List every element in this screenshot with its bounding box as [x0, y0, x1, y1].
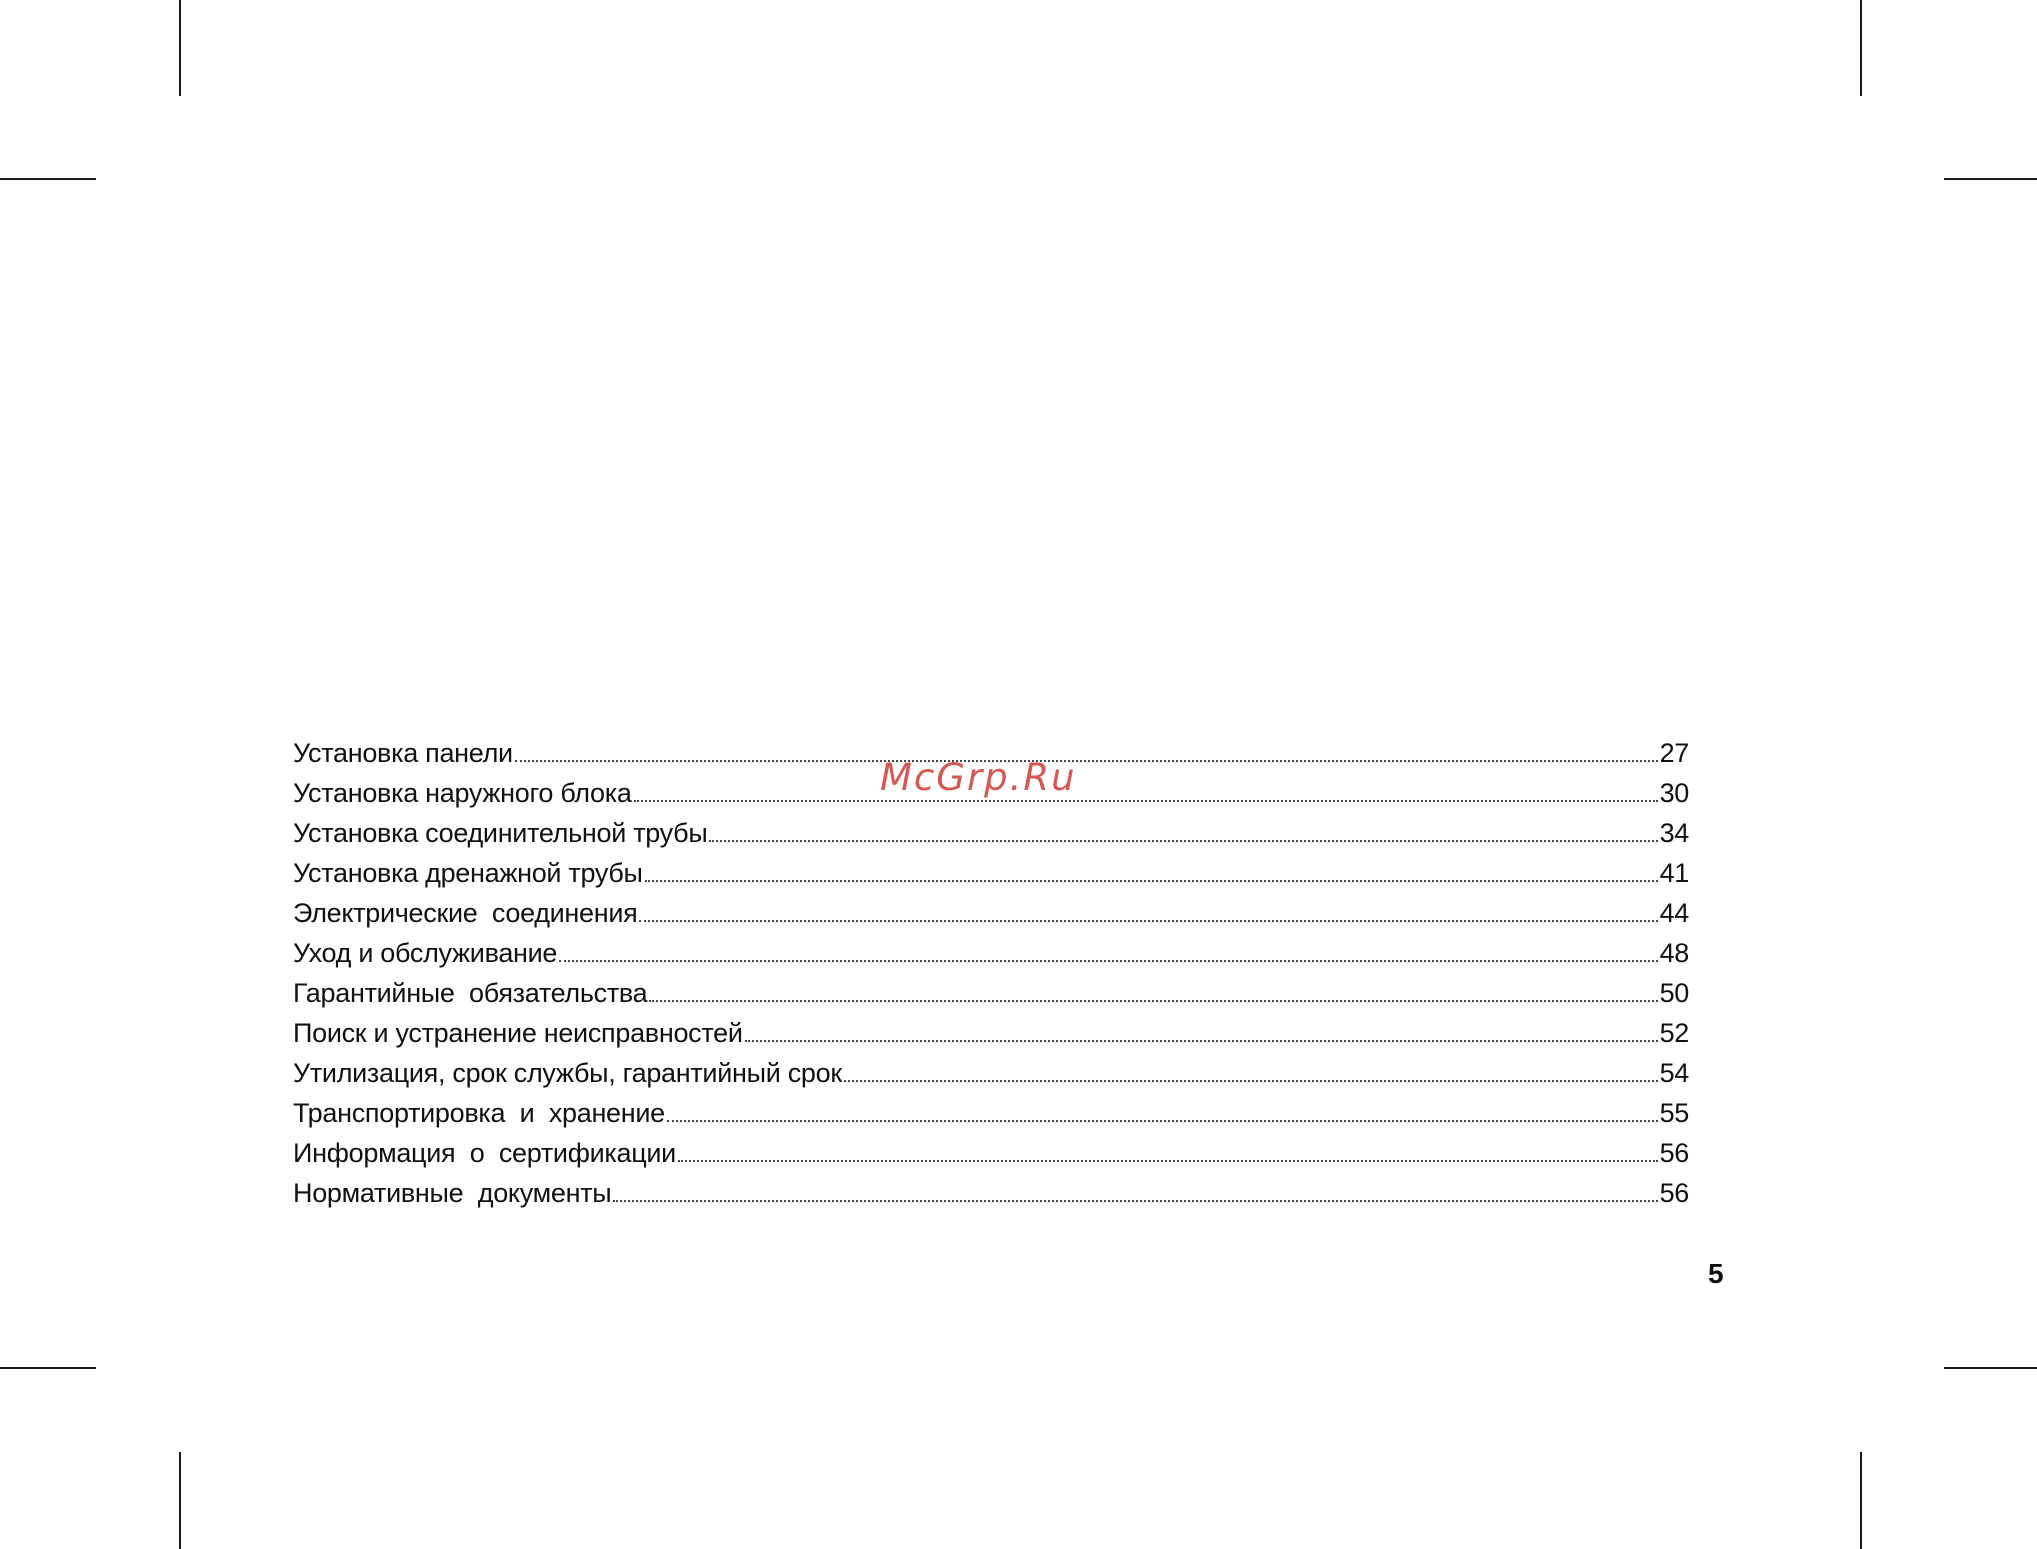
- toc-dot-leader: [515, 760, 1658, 762]
- crop-mark-top-left-horizontal: [0, 178, 96, 180]
- toc-entry-page: 54: [1659, 1058, 1689, 1088]
- crop-mark-bottom-left-vertical: [179, 1452, 181, 1549]
- toc-entry: [293, 818, 1689, 858]
- toc-entry-title: Установка панели: [293, 738, 513, 768]
- toc-dot-leader: [709, 840, 1657, 842]
- toc-dot-leader: [559, 960, 1657, 962]
- toc-entry: [293, 858, 1689, 898]
- toc-dot-leader: [639, 920, 1657, 922]
- crop-mark-bottom-right-vertical: [1860, 1452, 1862, 1549]
- toc-entry-title: Установка соединительной трубы: [293, 818, 708, 848]
- toc-entry-page: 55: [1659, 1098, 1689, 1128]
- toc-dot-leader: [844, 1080, 1658, 1082]
- toc-entry-title: Установка дренажной трубы: [293, 858, 643, 888]
- toc-dot-leader: [634, 800, 1658, 802]
- toc-entry-title: Поиск и устранение неисправностей: [293, 1018, 743, 1048]
- toc-entry-title: Уход и обслуживание: [293, 938, 558, 968]
- toc-entry-page: 41: [1659, 858, 1689, 888]
- crop-mark-top-left-vertical: [179, 0, 181, 96]
- toc-entry-page: 27: [1659, 738, 1689, 768]
- crop-mark-bottom-right-horizontal: [1944, 1367, 2037, 1369]
- crop-mark-bottom-left-horizontal: [0, 1367, 96, 1369]
- toc-dot-leader: [613, 1200, 1657, 1202]
- toc-entry: [293, 1058, 1689, 1098]
- toc-entry-title: Электрические соединения: [293, 898, 638, 928]
- toc-entry: [293, 978, 1689, 1018]
- toc-entry-page: 44: [1659, 898, 1689, 928]
- crop-mark-top-right-horizontal: [1944, 178, 2037, 180]
- toc-entry-title: Установка наружного блока: [293, 778, 632, 808]
- page-number: 5: [1708, 1258, 1724, 1289]
- crop-mark-top-right-vertical: [1860, 0, 1862, 96]
- table-of-contents: [293, 738, 1689, 1218]
- toc-entry-title: Транспортировка и хранение: [293, 1098, 665, 1128]
- toc-entry-page: 56: [1659, 1178, 1689, 1208]
- toc-entry-page: 48: [1659, 938, 1689, 968]
- toc-entry: [293, 938, 1689, 978]
- toc-entry: [293, 1018, 1689, 1058]
- toc-entry-title: Нормативные документы: [293, 1178, 612, 1208]
- toc-entry-page: 30: [1659, 778, 1689, 808]
- toc-dot-leader: [667, 1120, 1658, 1122]
- toc-entry: [293, 898, 1689, 938]
- toc-entry: [293, 738, 1689, 778]
- toc-entry-page: 50: [1659, 978, 1689, 1008]
- toc-entry-title: Утилизация, срок службы, гарантийный срок: [293, 1058, 842, 1088]
- toc-entry: [293, 1138, 1689, 1178]
- toc-entry-page: 52: [1659, 1018, 1689, 1048]
- toc-dot-leader: [745, 1040, 1658, 1042]
- toc-entry-title: Гарантийные обязательства: [293, 978, 648, 1008]
- toc-entry-page: 56: [1659, 1138, 1689, 1168]
- toc-entry: [293, 1098, 1689, 1138]
- toc-dot-leader: [645, 880, 1658, 882]
- toc-entry: [293, 778, 1689, 818]
- toc-entry-title: Информация о сертификации: [293, 1138, 676, 1168]
- toc-entry: [293, 1178, 1689, 1218]
- toc-entry-page: 34: [1659, 818, 1689, 848]
- toc-dot-leader: [649, 1000, 1657, 1002]
- toc-dot-leader: [678, 1160, 1658, 1162]
- watermark: McGrp.Ru: [880, 756, 1077, 799]
